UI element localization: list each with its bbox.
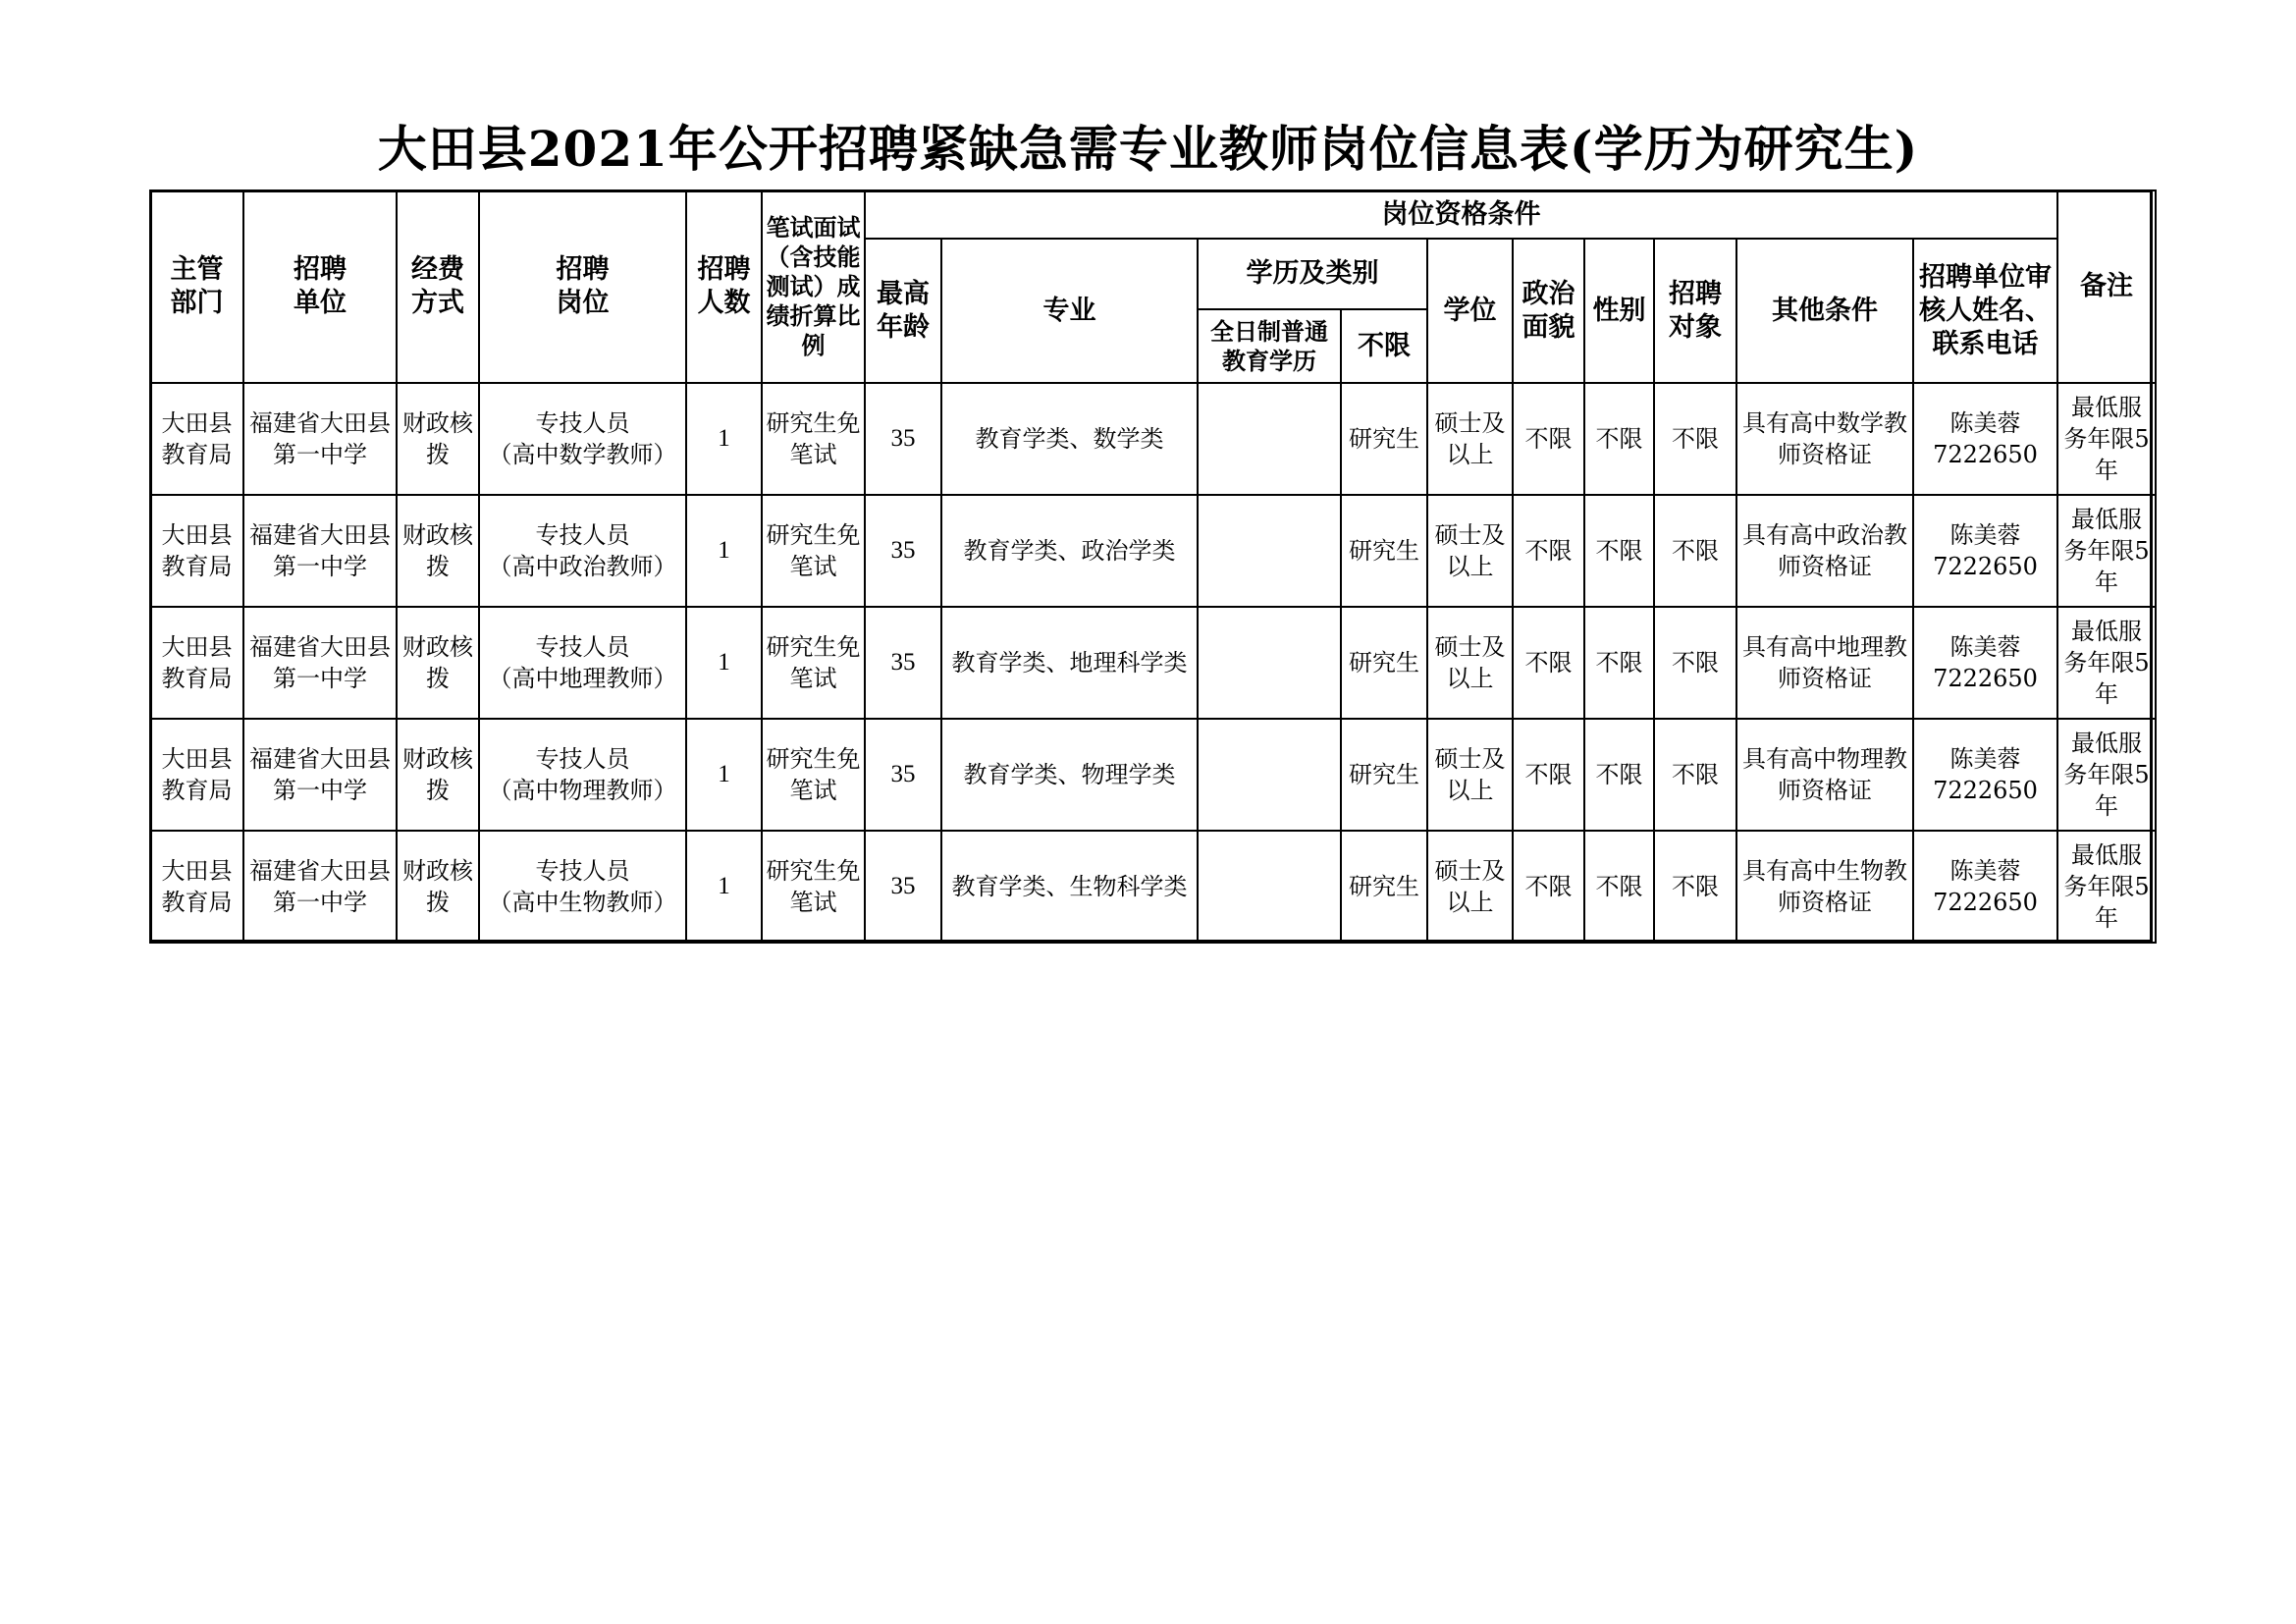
table-row <box>150 831 2156 943</box>
position-title: 专技人员 <box>535 409 630 437</box>
cell-political: 不限 <box>1513 719 1584 831</box>
contact-name: 陈美蓉 <box>1949 409 2021 437</box>
cell-remark: 最低服务年限5年 <box>2057 607 2156 719</box>
table-header <box>150 190 2156 383</box>
cell-count: 1 <box>686 495 762 607</box>
cell-dept: 大田县教育局 <box>150 383 243 495</box>
cell-funding: 财政核拨 <box>397 719 479 831</box>
position-subtitle: （高中物理教师） <box>488 777 677 804</box>
cell-remark: 最低服务年限5年 <box>2057 383 2156 495</box>
cell-unlimited: 研究生 <box>1341 383 1427 495</box>
cell-funding: 财政核拨 <box>397 495 479 607</box>
contact-phone: 7222650 <box>1933 665 2038 692</box>
cell-target: 不限 <box>1654 719 1736 831</box>
cell-position <box>479 495 686 607</box>
cell-remark: 最低服务年限5年 <box>2057 719 2156 831</box>
cell-position <box>479 831 686 943</box>
cell-degree: 硕士及以上 <box>1427 831 1513 943</box>
cell-gender: 不限 <box>1584 719 1654 831</box>
cell-target: 不限 <box>1654 495 1736 607</box>
position-subtitle: （高中数学教师） <box>488 441 677 468</box>
cell-dept: 大田县教育局 <box>150 831 243 943</box>
cell-political: 不限 <box>1513 383 1584 495</box>
cell-max-age: 35 <box>865 495 941 607</box>
contact-phone: 7222650 <box>1933 889 2038 916</box>
header-exam-ratio: 笔试面试（含技能测试）成绩折算比例 <box>762 190 865 383</box>
header-degree: 学位 <box>1427 239 1513 383</box>
cell-position <box>479 719 686 831</box>
header-max-age: 最高 年龄 <box>865 239 941 383</box>
header-dept: 主管 部门 <box>150 190 243 383</box>
cell-target: 不限 <box>1654 607 1736 719</box>
cell-political: 不限 <box>1513 495 1584 607</box>
cell-unit: 福建省大田县第一中学 <box>243 719 397 831</box>
cell-degree: 硕士及以上 <box>1427 495 1513 607</box>
page-title: 大田县2021年公开招聘紧缺急需专业教师岗位信息表(学历为研究生) <box>377 120 1919 178</box>
header-qualifications: 岗位资格条件 <box>865 190 2057 239</box>
table-row <box>150 495 2156 607</box>
cell-major: 教育学类、地理科学类 <box>941 607 1198 719</box>
position-subtitle: （高中生物教师） <box>488 889 677 916</box>
header-unit: 招聘 单位 <box>243 190 397 383</box>
header-contact: 招聘单位审核人姓名、联系电话 <box>1913 239 2057 383</box>
cell-contact <box>1913 719 2057 831</box>
contact-name: 陈美蓉 <box>1949 745 2021 773</box>
cell-contact <box>1913 607 2057 719</box>
contact-phone: 7222650 <box>1933 777 2038 804</box>
cell-max-age: 35 <box>865 383 941 495</box>
contact-name: 陈美蓉 <box>1949 857 2021 885</box>
cell-other: 具有高中数学教师资格证 <box>1736 383 1913 495</box>
cell-political: 不限 <box>1513 607 1584 719</box>
cell-max-age: 35 <box>865 607 941 719</box>
cell-political: 不限 <box>1513 831 1584 943</box>
cell-other: 具有高中地理教师资格证 <box>1736 607 1913 719</box>
cell-fulltime <box>1198 831 1341 943</box>
table-row <box>150 607 2156 719</box>
cell-unit: 福建省大田县第一中学 <box>243 383 397 495</box>
contact-phone: 7222650 <box>1933 553 2038 580</box>
header-gender: 性别 <box>1584 239 1654 383</box>
header-major: 专业 <box>941 239 1198 383</box>
cell-unlimited: 研究生 <box>1341 719 1427 831</box>
cell-degree: 硕士及以上 <box>1427 719 1513 831</box>
cell-gender: 不限 <box>1584 607 1654 719</box>
header-political: 政治 面貌 <box>1513 239 1584 383</box>
cell-major: 教育学类、生物科学类 <box>941 831 1198 943</box>
cell-funding: 财政核拨 <box>397 383 479 495</box>
cell-dept: 大田县教育局 <box>150 607 243 719</box>
header-funding: 经费 方式 <box>397 190 479 383</box>
cell-unlimited: 研究生 <box>1341 831 1427 943</box>
header-education: 学历及类别 <box>1198 239 1427 309</box>
cell-funding: 财政核拨 <box>397 607 479 719</box>
header-fulltime: 全日制普通教育学历 <box>1198 309 1341 383</box>
table-body <box>150 383 2156 943</box>
cell-fulltime <box>1198 495 1341 607</box>
cell-max-age: 35 <box>865 831 941 943</box>
cell-target: 不限 <box>1654 831 1736 943</box>
cell-exam: 研究生免笔试 <box>762 383 865 495</box>
cell-count: 1 <box>686 831 762 943</box>
cell-major: 教育学类、数学类 <box>941 383 1198 495</box>
cell-unlimited: 研究生 <box>1341 495 1427 607</box>
header-remark: 备注 <box>2057 190 2156 383</box>
cell-contact <box>1913 383 2057 495</box>
cell-dept: 大田县教育局 <box>150 495 243 607</box>
contact-name: 陈美蓉 <box>1949 633 2021 661</box>
cell-major: 教育学类、物理学类 <box>941 719 1198 831</box>
cell-unit: 福建省大田县第一中学 <box>243 607 397 719</box>
position-subtitle: （高中政治教师） <box>488 553 677 580</box>
position-title: 专技人员 <box>535 745 630 773</box>
cell-position <box>479 383 686 495</box>
cell-funding: 财政核拨 <box>397 831 479 943</box>
cell-remark: 最低服务年限5年 <box>2057 495 2156 607</box>
header-unlimited: 不限 <box>1341 309 1427 383</box>
table-row <box>150 719 2156 831</box>
cell-dept: 大田县教育局 <box>150 719 243 831</box>
cell-max-age: 35 <box>865 719 941 831</box>
cell-other: 具有高中政治教师资格证 <box>1736 495 1913 607</box>
header-count: 招聘 人数 <box>686 190 762 383</box>
cell-count: 1 <box>686 383 762 495</box>
cell-gender: 不限 <box>1584 383 1654 495</box>
cell-contact <box>1913 495 2057 607</box>
header-position: 招聘 岗位 <box>479 190 686 383</box>
cell-exam: 研究生免笔试 <box>762 831 865 943</box>
cell-exam: 研究生免笔试 <box>762 719 865 831</box>
cell-major: 教育学类、政治学类 <box>941 495 1198 607</box>
cell-degree: 硕士及以上 <box>1427 383 1513 495</box>
cell-target: 不限 <box>1654 383 1736 495</box>
table-row <box>150 383 2156 495</box>
cell-position <box>479 607 686 719</box>
header-other: 其他条件 <box>1736 239 1913 383</box>
cell-count: 1 <box>686 719 762 831</box>
position-title: 专技人员 <box>535 633 630 661</box>
header-target: 招聘 对象 <box>1654 239 1736 383</box>
cell-remark: 最低服务年限5年 <box>2057 831 2156 943</box>
cell-fulltime <box>1198 719 1341 831</box>
cell-other: 具有高中生物教师资格证 <box>1736 831 1913 943</box>
position-subtitle: （高中地理教师） <box>488 665 677 692</box>
cell-gender: 不限 <box>1584 831 1654 943</box>
position-title: 专技人员 <box>535 521 630 549</box>
cell-exam: 研究生免笔试 <box>762 607 865 719</box>
cell-unit: 福建省大田县第一中学 <box>243 495 397 607</box>
contact-name: 陈美蓉 <box>1949 521 2021 549</box>
cell-count: 1 <box>686 607 762 719</box>
contact-phone: 7222650 <box>1933 441 2038 468</box>
cell-fulltime <box>1198 383 1341 495</box>
position-title: 专技人员 <box>535 857 630 885</box>
cell-gender: 不限 <box>1584 495 1654 607</box>
cell-degree: 硕士及以上 <box>1427 607 1513 719</box>
cell-other: 具有高中物理教师资格证 <box>1736 719 1913 831</box>
cell-unit: 福建省大田县第一中学 <box>243 831 397 943</box>
cell-contact <box>1913 831 2057 943</box>
cell-fulltime <box>1198 607 1341 719</box>
cell-unlimited: 研究生 <box>1341 607 1427 719</box>
positions-table <box>149 189 2157 944</box>
cell-exam: 研究生免笔试 <box>762 495 865 607</box>
